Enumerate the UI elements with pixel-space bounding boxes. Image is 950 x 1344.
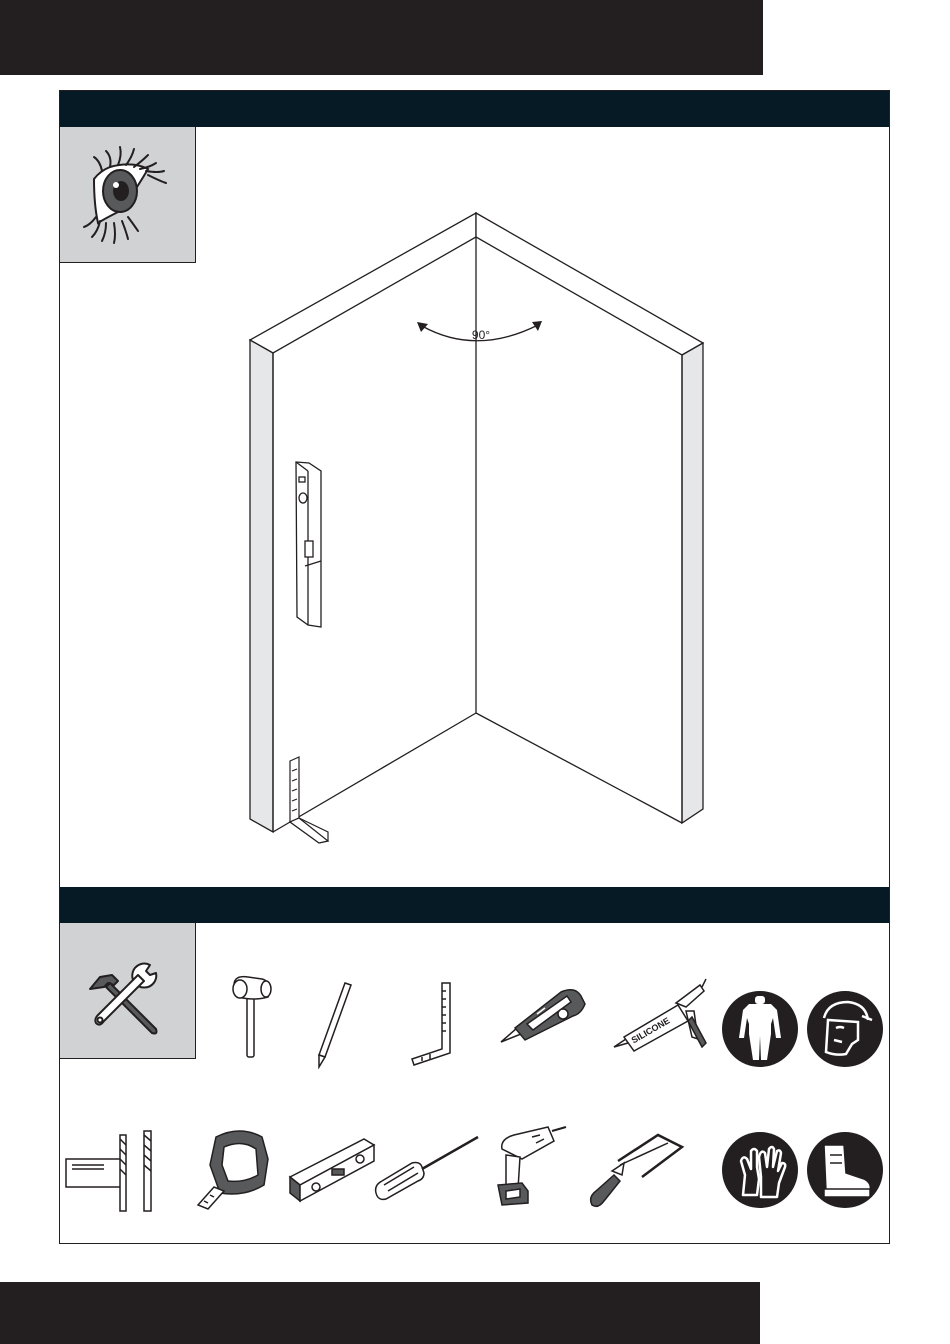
hammer-wrench-icon xyxy=(60,923,196,1059)
angle-label: 90° xyxy=(471,328,491,342)
header-bar xyxy=(0,0,763,75)
power-drill-icon xyxy=(492,1125,572,1209)
wall-corner-diagram xyxy=(60,91,891,881)
protective-coverall-icon xyxy=(721,990,799,1068)
tools-section-icon-box xyxy=(60,923,196,1059)
right-wall-top-edge xyxy=(476,213,703,355)
right-angle-indicator xyxy=(417,321,542,342)
pencil-icon xyxy=(315,981,355,1069)
screwdriver-icon xyxy=(372,1133,482,1205)
section-header-tools xyxy=(60,887,889,923)
silicone-label: SILICONE xyxy=(629,1015,672,1046)
utility-knife-icon xyxy=(497,984,593,1050)
left-wall-top-edge xyxy=(250,213,476,353)
right-wall-side-edge xyxy=(682,343,703,823)
floor-line-left xyxy=(273,713,476,832)
tape-measure-icon xyxy=(194,1125,274,1211)
carpenter-square-on-floor xyxy=(290,757,328,843)
safety-boots-icon xyxy=(806,1131,884,1209)
spirit-level-icon xyxy=(288,1133,376,1205)
carpenter-square-icon xyxy=(410,981,456,1069)
face-shield-icon xyxy=(806,990,884,1068)
safety-gloves-icon xyxy=(721,1131,799,1209)
drill-bits-icon xyxy=(64,1129,160,1215)
left-wall-side-edge xyxy=(250,340,273,832)
instruction-panel xyxy=(59,90,890,1244)
footer-bar xyxy=(0,1282,760,1344)
hacksaw-icon xyxy=(588,1131,688,1211)
silicone-gun-icon xyxy=(612,977,710,1057)
rubber-mallet-icon xyxy=(230,975,280,1061)
spirit-level-on-wall xyxy=(296,462,321,627)
floor-line-right xyxy=(476,713,682,823)
